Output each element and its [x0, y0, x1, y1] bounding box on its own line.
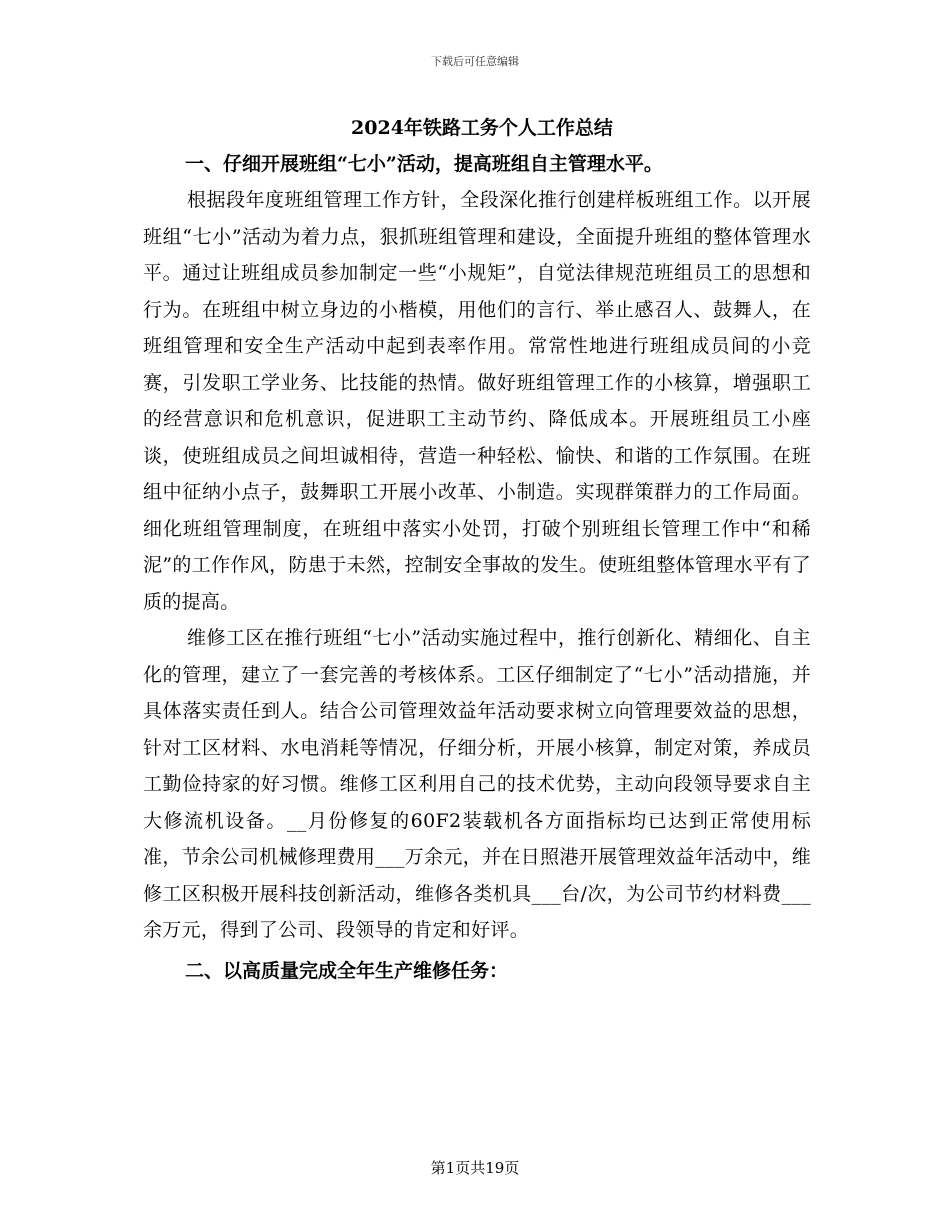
document-body	[143, 110, 811, 989]
section-1-heading: 一、仔细开展班组“七小”活动，提高班组自主管理水平。	[185, 153, 663, 175]
page-header-note: 下载后可任意编辑	[431, 55, 519, 68]
document-title: 2024年铁路工务个人工作总结	[351, 117, 613, 139]
section-2-heading: 二、以高质量完成全年生产维修任务：	[185, 959, 509, 982]
section-1-paragraph-2: 维修工区在推行班组“七小”活动实施过程中，推行创新化、精细化、自主化的管理，建立了一套完善的考核体系。工区仔细制定了“七小”活动措施，并具体落实责任到人。结合公司管理效益年活动要求树立向管理要效益的思想，针对工区材料、水电消耗等情况，仔细分析，开展小核算，制定对策，养成员工勤俭持家的好习惯。维修工区利用自己的技术优势，主动向段领导要求自主大修流机设备。__月份修复的60F2装载机各方面指标均已达到正常使用标准，节余公司机械修理费用___万余元，并在日照港开展管理效益年活动中，维修工区积极开展科技创新活动，维修各类机具___台/次，为公司节约材料费___余万元，得到了公司、段领导的肯定和好评。	[143, 627, 811, 941]
page-number-footer: 第1页共19页	[430, 1159, 520, 1177]
section-1-paragraph-1: 根据段年度班组管理工作方针，全段深化推行创建样板班组工作。以开展班组“七小”活动为着力点，狠抓班组管理和建设，全面提升班组的整体管理水平。通过让班组成员参加制定一些“小规矩”，自觉法律规范班组员工的思想和行为。在班组中树立身边的小楷模，用他们的言行、举止感召人、鼓舞人，在班组管理和安全生产活动中起到表率作用。常常性地进行班组成员间的小竞赛，引发职工学业务、比技能的热情。做好班组管理工作的小核算，增强职工的经营意识和危机意识，促进职工主动节约、降低成本。开展班组员工小座谈，使班组成员之间坦诚相待，营造一种轻松、愉快、和谐的工作氛围。在班组中征纳小点子，鼓舞职工开展小改革、小制造。实现群策群力的工作局面。细化班组管理制度，在班组中落实小处罚，打破个别班组长管理工作中“和稀泥”的工作作风，防患于未然，控制安全事故的发生。使班组整体管理水平有了质的提高。	[143, 189, 811, 613]
